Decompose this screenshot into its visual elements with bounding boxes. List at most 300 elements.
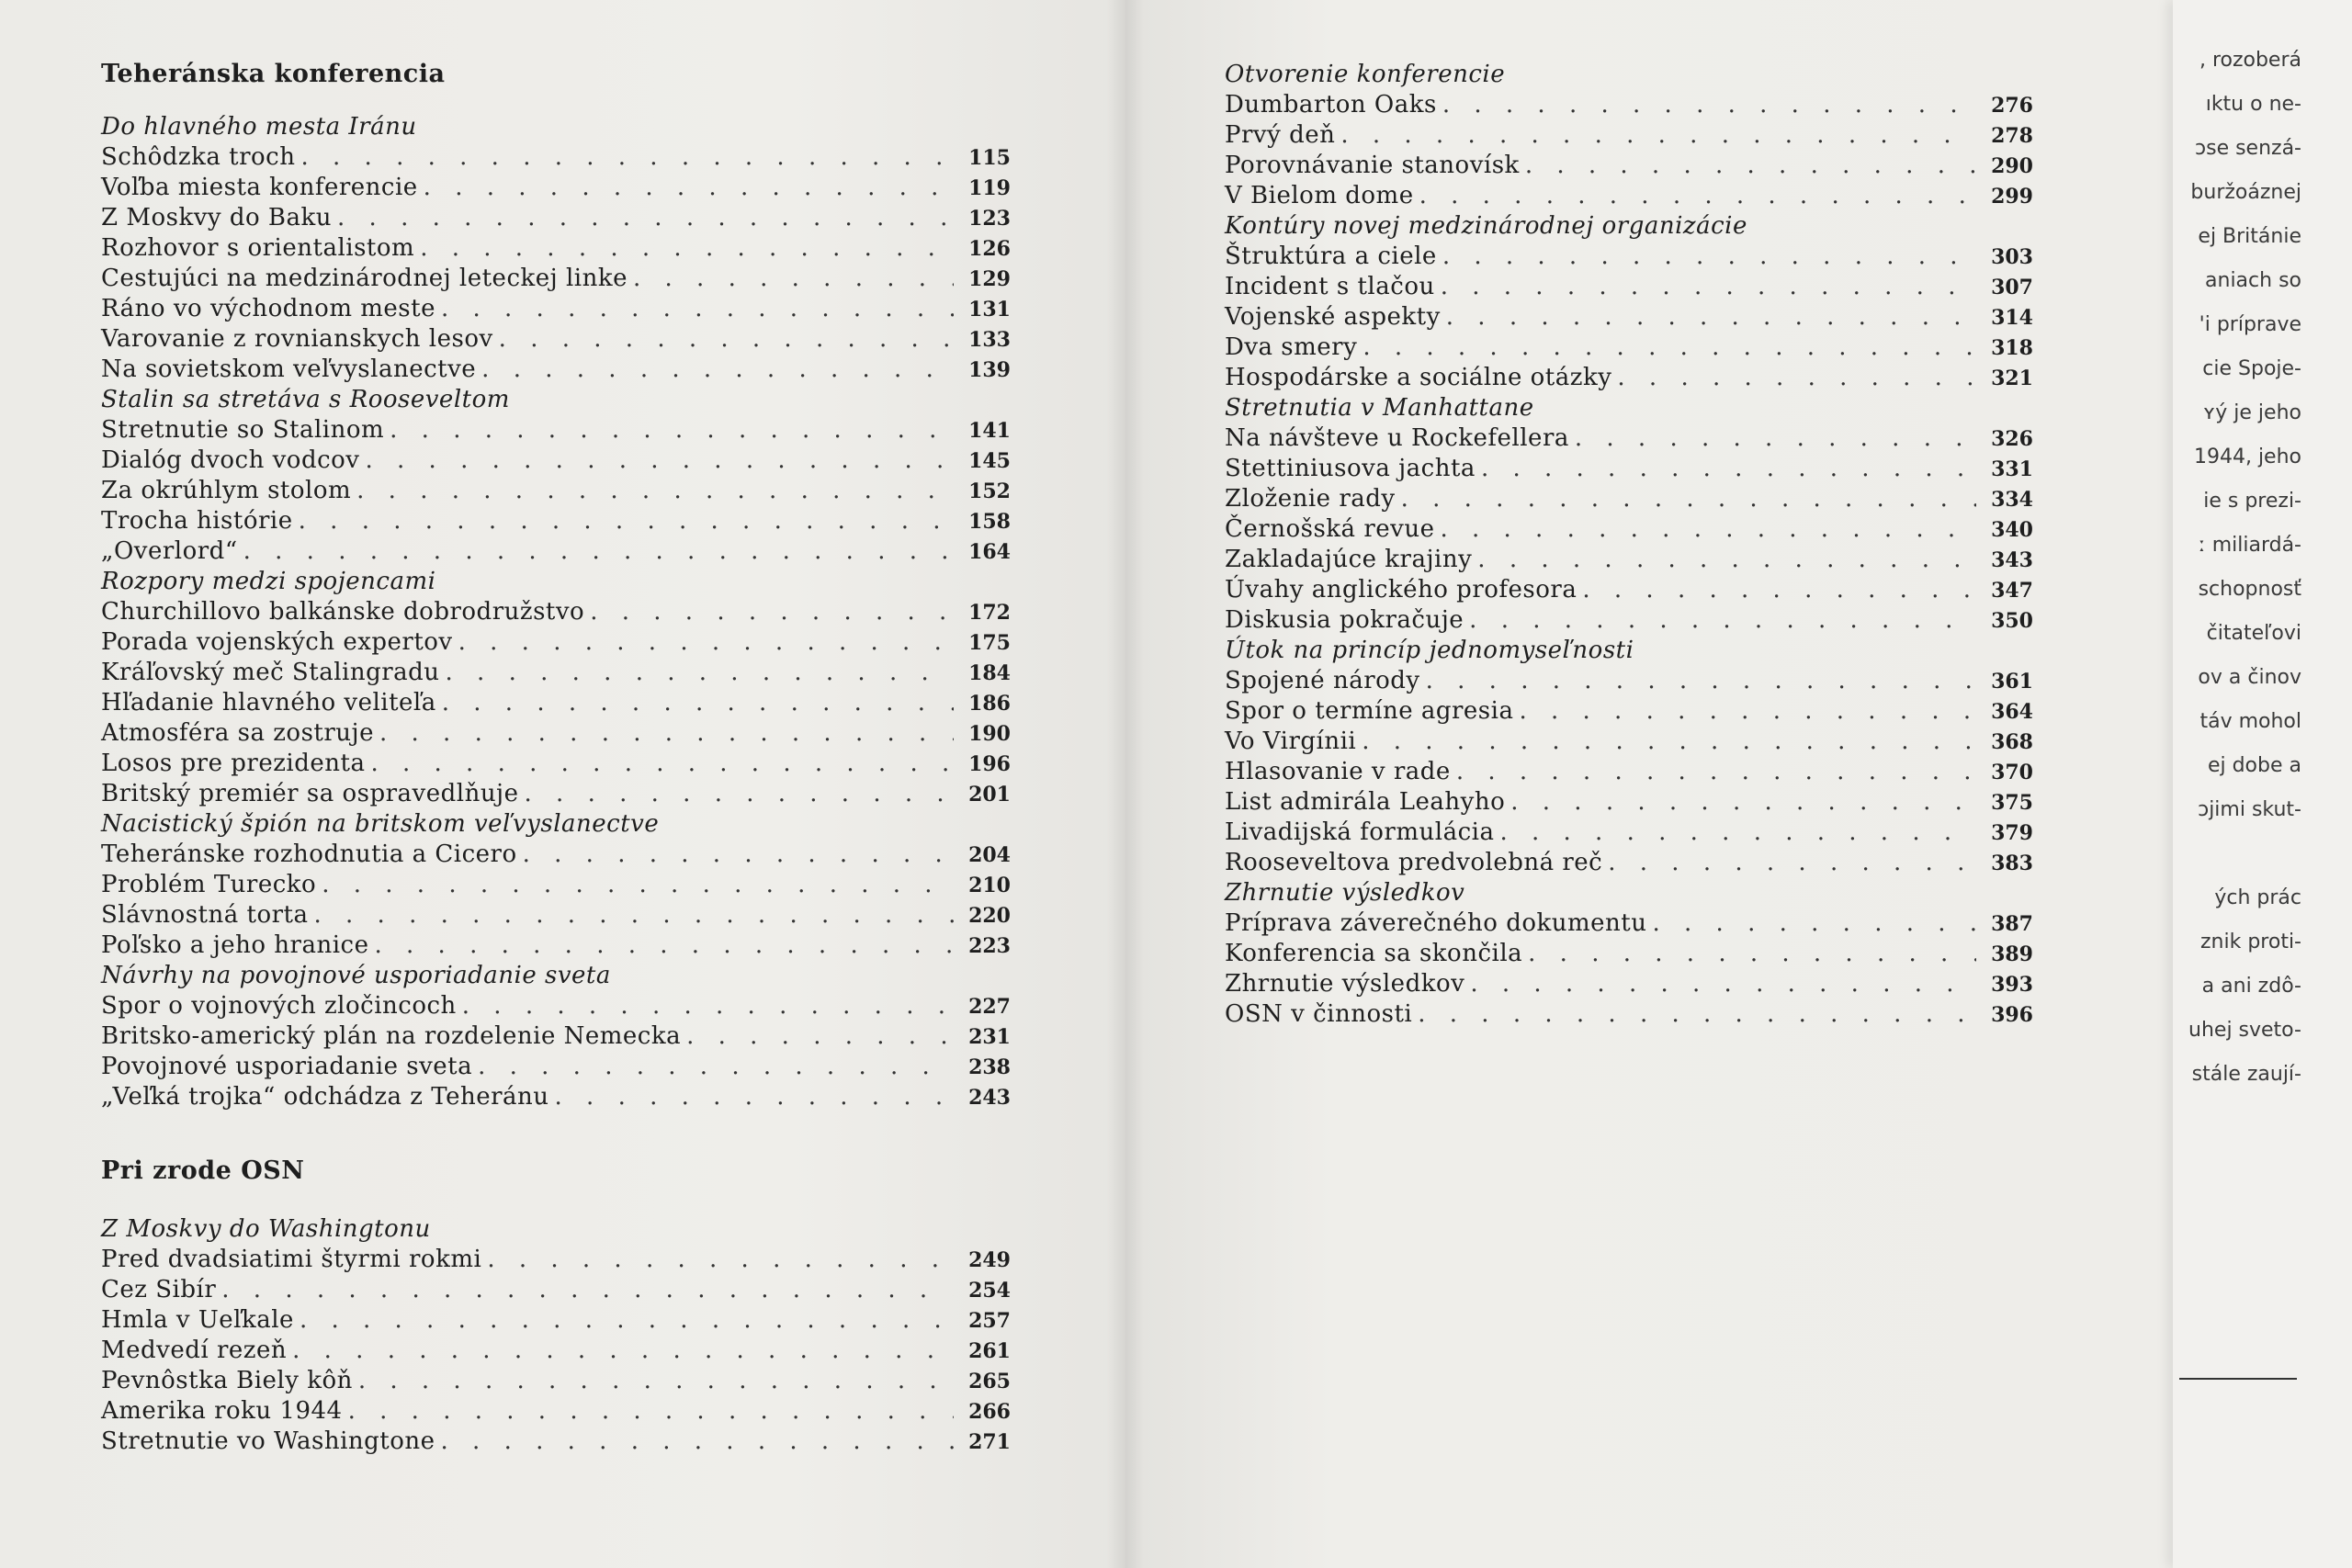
dot-leader [420,233,954,264]
entry-title: Dialóg dvoch vodcov [101,446,360,474]
toc-entry [1225,90,2033,120]
toc-entry [101,718,1011,749]
toc-entry [1225,151,2033,181]
dot-leader [441,294,954,324]
entry-title: Zloženie rady [1225,485,1396,513]
entry-page-number: 396 [1991,1003,2033,1027]
section-heading: Útok na princíp jednomyseľnosti [1225,637,1634,664]
toc-entry [101,658,1011,688]
dot-leader [1575,423,1976,454]
toc-entry [101,415,1011,446]
entry-page-number: 350 [1991,609,2033,633]
next-page-line: schopnosť [2198,578,2301,601]
entry-page-number: 158 [968,510,1011,534]
toc-entry [1225,363,2033,393]
toc-entry [1225,484,2033,514]
dot-leader [390,415,954,446]
entry-title: Dva smery [1225,333,1358,361]
dot-leader [243,536,954,567]
entry-page-number: 368 [1991,730,2033,754]
toc-entry [101,749,1011,779]
entry-title: Za okrúhlym stolom [101,477,352,504]
entry-title: Na návšteve u Rockefellera [1225,424,1569,452]
toc-entry [101,900,1011,931]
toc-entry [1225,666,2033,696]
entry-page-number: 227 [968,995,1011,1019]
entry-page-number: 231 [968,1025,1011,1049]
entry-title: V Bielom dome [1225,182,1414,209]
dot-leader [523,840,954,870]
entry-page-number: 141 [968,419,1011,443]
entry-page-number: 343 [1991,548,2033,572]
toc-entry [101,840,1011,870]
section-heading: Kontúry novej medzinárodnej organizácie [1225,212,1747,240]
next-page-line: uhej sveto- [2188,1019,2301,1042]
entry-page-number: 123 [968,207,1011,231]
entry-page-number: 126 [968,237,1011,261]
entry-title: Hlasovanie v rade [1225,758,1451,785]
entry-title: Úvahy anglického profesora [1225,576,1577,604]
entry-title: Stettiniusova jachta [1225,455,1476,482]
dot-leader [1582,575,1976,605]
dot-leader [1653,908,1977,939]
entry-title: Na sovietskom veľvyslanectve [101,355,477,383]
entry-page-number: 261 [968,1339,1011,1363]
entry-page-number: 131 [968,298,1011,321]
toc-entry [1225,120,2033,151]
section-heading: Z Moskvy do Washingtonu [101,1215,431,1243]
toc-entry [1225,302,2033,333]
dot-leader [1499,818,1976,848]
entry-title: OSN v činnosti [1225,1000,1413,1028]
entry-list [1225,423,2033,636]
entry-title: Churchillovo balkánske dobrodružstvo [101,598,585,626]
entry-page-number: 254 [968,1279,1011,1303]
toc-entry [101,779,1011,809]
book-gutter [1107,0,1144,1568]
entry-title: Poľsko a jeho hranice [101,931,369,959]
dot-leader [686,1021,954,1052]
entry-title: Losos pre prezidenta [101,750,366,777]
entry-title: Voľba miesta konferencie [101,174,418,201]
next-page-line: táv mohol [2199,710,2301,733]
entry-page-number: 210 [968,874,1011,897]
toc-entry [101,1275,1011,1305]
part-title-osn: Pri zrode OSN [101,1156,305,1185]
entry-page-number: 318 [1991,336,2033,360]
entry-page-number: 375 [1991,791,2033,815]
dot-leader [1477,545,1976,575]
dot-leader [1528,939,1976,969]
dot-leader [1441,272,1976,302]
entry-page-number: 383 [1991,852,2033,875]
next-page-line: ej dobe a [2207,754,2301,777]
toc-entry [101,446,1011,476]
toc-entry [101,536,1011,567]
dot-leader [441,1427,954,1457]
toc-entry [1225,848,2033,878]
next-page-line: 1944, jeho [2193,446,2301,468]
dot-leader [499,324,954,355]
toc-entry [1225,575,2033,605]
entry-page-number: 379 [1991,821,2033,845]
entry-title: Vojenské aspekty [1225,303,1441,331]
next-page-line: stále zaují- [2191,1063,2301,1086]
entry-page-number: 190 [968,722,1011,746]
section-heading: Stalin sa stretáva s Rooseveltom [101,386,510,413]
entry-title: Amerika roku 1944 [101,1397,343,1425]
toc-entry [101,870,1011,900]
dot-leader [299,506,954,536]
next-page-line [2182,832,2301,876]
entry-title: Hľadanie hlavného veliteľa [101,689,436,716]
entry-title: Rozhovor s orientalistom [101,234,415,262]
entry-page-number: 129 [968,267,1011,291]
dot-leader [481,355,954,385]
dot-leader [1510,787,1976,818]
toc-entry [1225,696,2033,727]
dot-leader [1470,969,1976,999]
entry-title: Stretnutie vo Washingtone [101,1427,435,1455]
entry-page-number: 387 [1991,912,2033,936]
entry-list [1225,908,2033,1030]
toc-entry [1225,818,2033,848]
toc-entry [1225,999,2033,1030]
toc-section [101,1214,1011,1457]
section-heading: Stretnutia v Manhattane [1225,394,1534,422]
dot-leader [462,991,954,1021]
dot-leader [1519,696,1976,727]
entry-list [101,1245,1011,1457]
entry-page-number: 389 [1991,942,2033,966]
entry-list [101,597,1011,809]
next-page-line: znik proti- [2200,931,2301,953]
toc-section [101,809,1011,961]
dot-leader [300,1305,954,1336]
toc-section-washington [101,1214,1011,1457]
next-page-line: buržoáznej [2190,181,2301,204]
entry-title: Teheránske rozhodnutia a Cicero [101,840,517,868]
dot-leader [1401,484,1976,514]
entry-title: Trocha histórie [101,507,293,535]
next-page-line: ých prác [2214,886,2301,909]
entry-title: Schôdzka troch [101,143,296,171]
dot-leader [1340,120,1976,151]
toc-entry [101,931,1011,961]
entry-title: Kráľovský meč Stalingradu [101,659,440,686]
entry-page-number: 204 [968,843,1011,867]
toc-section [1225,60,2033,211]
entry-page-number: 152 [968,479,1011,503]
entry-page-number: 115 [968,146,1011,170]
toc-entry [101,324,1011,355]
entry-title: Pevnôstka Biely kôň [101,1367,353,1394]
entry-page-number: 334 [1991,488,2033,512]
dot-leader [322,870,954,900]
dot-leader [1608,848,1976,878]
next-page-line: ɔjimi skut- [2198,798,2301,821]
entry-list [1225,90,2033,211]
dot-leader [458,627,954,658]
next-page-line: aniach so [2205,269,2301,292]
toc-entry [101,1305,1011,1336]
toc-section [1225,636,2033,878]
entry-page-number: 164 [968,540,1011,564]
toc-entry [101,264,1011,294]
dot-leader [442,688,954,718]
entry-page-number: 249 [968,1248,1011,1272]
toc-entry [101,173,1011,203]
entry-title: Britský premiér sa ospravedlňuje [101,780,519,807]
entry-title: Britsko-americký plán na rozdelenie Nemecka [101,1022,682,1050]
dot-leader [370,749,954,779]
dot-leader [365,446,954,476]
toc-left-column [101,60,1011,1457]
dot-leader [424,173,954,203]
dot-leader [1440,514,1976,545]
dot-leader [555,1082,954,1112]
section-heading: Zhrnutie výsledkov [1225,879,1465,907]
entry-page-number: 265 [968,1370,1011,1393]
toc-entry [1225,181,2033,211]
toc-entry [101,233,1011,264]
dot-leader [375,931,955,961]
section-heading: Návrhy na povojnové usporiadanie sveta [101,962,611,989]
entry-title: Štruktúra a ciele [1225,243,1437,270]
entry-page-number: 303 [1991,245,2033,269]
dot-leader [379,718,954,749]
next-page-line: cie Spoje- [2202,357,2301,380]
toc-entry [1225,939,2033,969]
next-page-line: ıktu o ne- [2205,93,2301,116]
entry-title: Ráno vo východnom meste [101,295,435,322]
entry-title: Stretnutie so Stalinom [101,416,385,444]
entry-title: Spor o vojnových zločincoch [101,992,457,1020]
next-page-line: ej Británie [2198,225,2301,248]
toc-entry [101,1396,1011,1427]
entry-page-number: 370 [1991,761,2033,784]
toc-entry [101,1427,1011,1457]
next-page-line: ie s prezi- [2203,490,2301,513]
section-heading: Otvorenie konferencie [1225,61,1506,88]
dot-leader [1362,727,1976,757]
entry-page-number: 307 [1991,276,2033,299]
entry-page-number: 340 [1991,518,2033,542]
entry-page-number: 347 [1991,579,2033,603]
entry-page-number: 184 [968,661,1011,685]
toc-entry [1225,454,2033,484]
entry-title: „Overlord“ [101,537,238,565]
entry-title: Cestujúci na medzinárodnej leteckej linke [101,265,628,292]
entry-title: Diskusia pokračuje [1225,606,1464,634]
dot-leader [1469,605,1976,636]
entry-page-number: 321 [1991,367,2033,390]
dot-leader [314,900,955,931]
entry-page-number: 290 [1991,154,2033,178]
entry-title: Atmosféra sa zostruje [101,719,374,747]
entry-title: Porovnávanie stanovísk [1225,152,1520,179]
section-heading: Rozpory medzi spojencami [101,568,436,595]
toc-entry [101,627,1011,658]
entry-title: Porada vojenských expertov [101,628,453,656]
toc-entry [101,1245,1011,1275]
toc-entry [101,142,1011,173]
entry-title: Slávnostná torta [101,901,309,929]
entry-page-number: 257 [968,1309,1011,1333]
dot-leader [1525,151,1976,181]
dot-leader [1363,333,1976,363]
entry-title: Dumbarton Oaks [1225,91,1437,118]
next-page-line: , rozoberá [2199,49,2301,72]
entry-page-number: 326 [1991,427,2033,451]
dot-leader [1442,90,1976,120]
toc-entry [101,991,1011,1021]
toc-entry [101,1021,1011,1052]
toc-entry [101,1366,1011,1396]
entry-page-number: 276 [1991,94,2033,118]
toc-section [101,567,1011,809]
toc-entry [1225,242,2033,272]
dot-leader [1418,999,1976,1030]
part-title-teheran: Teheránska konferencia [101,60,446,88]
toc-entry [101,203,1011,233]
entry-page-number: 278 [1991,124,2033,148]
entry-title: Hmla v Ueľkale [101,1306,294,1334]
next-page-line: ː miliardá- [2199,534,2301,557]
dot-leader [1426,666,1976,696]
entry-title: Cez Sibír [101,1276,217,1303]
entry-page-number: 133 [968,328,1011,352]
toc-entry [1225,545,2033,575]
next-page-rule [2179,1378,2297,1380]
entry-list [101,142,1011,385]
dot-leader [590,597,954,627]
dot-leader [348,1396,954,1427]
toc-section [101,385,1011,567]
toc-entry [1225,969,2033,999]
toc-entry [1225,333,2033,363]
entry-title: Černošská revue [1225,515,1435,543]
toc-entry [1225,908,2033,939]
entry-title: Konferencia sa skončila [1225,940,1523,967]
entry-page-number: 299 [1991,185,2033,209]
toc-entry [1225,605,2033,636]
dot-leader [478,1052,954,1082]
toc-right-column [1225,60,2033,1030]
entry-title: Livadijská formulácia [1225,818,1495,846]
entry-list [101,991,1011,1112]
dot-leader [633,264,954,294]
toc-entry [101,1336,1011,1366]
entry-title: Spor o termíne agresia [1225,697,1514,725]
dot-leader [292,1336,954,1366]
entry-page-number: 314 [1991,306,2033,330]
next-page-line: a ani zdô- [2201,975,2301,998]
toc-section [1225,393,2033,636]
toc-entry [1225,514,2033,545]
next-page-text-fragment [2182,39,2301,1097]
entry-title: Príprava záverečného dokumentu [1225,909,1647,937]
next-page-line: ɔse senzá- [2195,137,2301,160]
dot-leader [1456,757,1976,787]
section-heading: Do hlavného mesta Iránu [101,113,417,141]
dot-leader [337,203,954,233]
dot-leader [356,476,954,506]
entry-title: Medvedí rezeň [101,1337,288,1364]
next-page-line: čitateľovi [2206,622,2301,645]
section-heading: Nacistický špión na britskom veľvyslanectve [101,810,660,838]
toc-entry [101,688,1011,718]
dot-leader [446,658,954,688]
dot-leader [300,142,954,173]
entry-page-number: 139 [968,358,1011,382]
next-page-line: ov a činov [2198,666,2301,689]
next-page-line: ʏý je jeho [2202,401,2301,424]
entry-page-number: 243 [968,1086,1011,1110]
entry-title: Spojené národy [1225,667,1420,694]
dot-leader [1481,454,1976,484]
dot-leader [1617,363,1976,393]
toc-entry [101,506,1011,536]
entry-title: Incident s tlačou [1225,273,1435,300]
entry-list [1225,242,2033,393]
toc-entry [1225,727,2033,757]
entry-page-number: 393 [1991,973,2033,997]
toc-entry [101,1052,1011,1082]
toc-section [1225,211,2033,393]
entry-page-number: 364 [1991,700,2033,724]
dot-leader [525,779,954,809]
entry-page-number: 196 [968,752,1011,776]
entry-page-number: 201 [968,783,1011,807]
entry-title: Pred dvadsiatimi štyrmi rokmi [101,1246,482,1273]
entry-title: Prvý deň [1225,121,1336,149]
entry-title: Povojnové usporiadanie sveta [101,1053,473,1080]
dot-leader [358,1366,954,1396]
entry-page-number: 266 [968,1400,1011,1424]
toc-entry [101,1082,1011,1112]
entry-title: List admirála Leahyho [1225,788,1506,816]
entry-title: Problém Turecko [101,871,317,898]
toc-entry [1225,272,2033,302]
toc-section [101,961,1011,1112]
entry-title: Zakladajúce krajiny [1225,546,1473,573]
toc-entry [101,476,1011,506]
dot-leader [1446,302,1976,333]
toc-section [101,112,1011,385]
toc-sections-left [101,112,1011,1112]
entry-title: Rooseveltova predvolebná reč [1225,849,1603,876]
toc-sections-right [1225,60,2033,1030]
entry-page-number: 271 [968,1430,1011,1454]
entry-list [101,840,1011,961]
entry-title: Varovanie z rovnianskych lesov [101,325,493,353]
entry-page-number: 223 [968,934,1011,958]
dot-leader [1442,242,1976,272]
toc-entry [101,294,1011,324]
entry-page-number: 175 [968,631,1011,655]
entry-page-number: 220 [968,904,1011,928]
entry-page-number: 238 [968,1055,1011,1079]
toc-entry [1225,787,2033,818]
entry-page-number: 119 [968,176,1011,200]
entry-page-number: 145 [968,449,1011,473]
entry-title: Zhrnutie výsledkov [1225,970,1465,998]
dot-leader [1419,181,1976,211]
toc-entry [1225,423,2033,454]
entry-list [101,415,1011,567]
entry-title: Hospodárske a sociálne otázky [1225,364,1612,391]
